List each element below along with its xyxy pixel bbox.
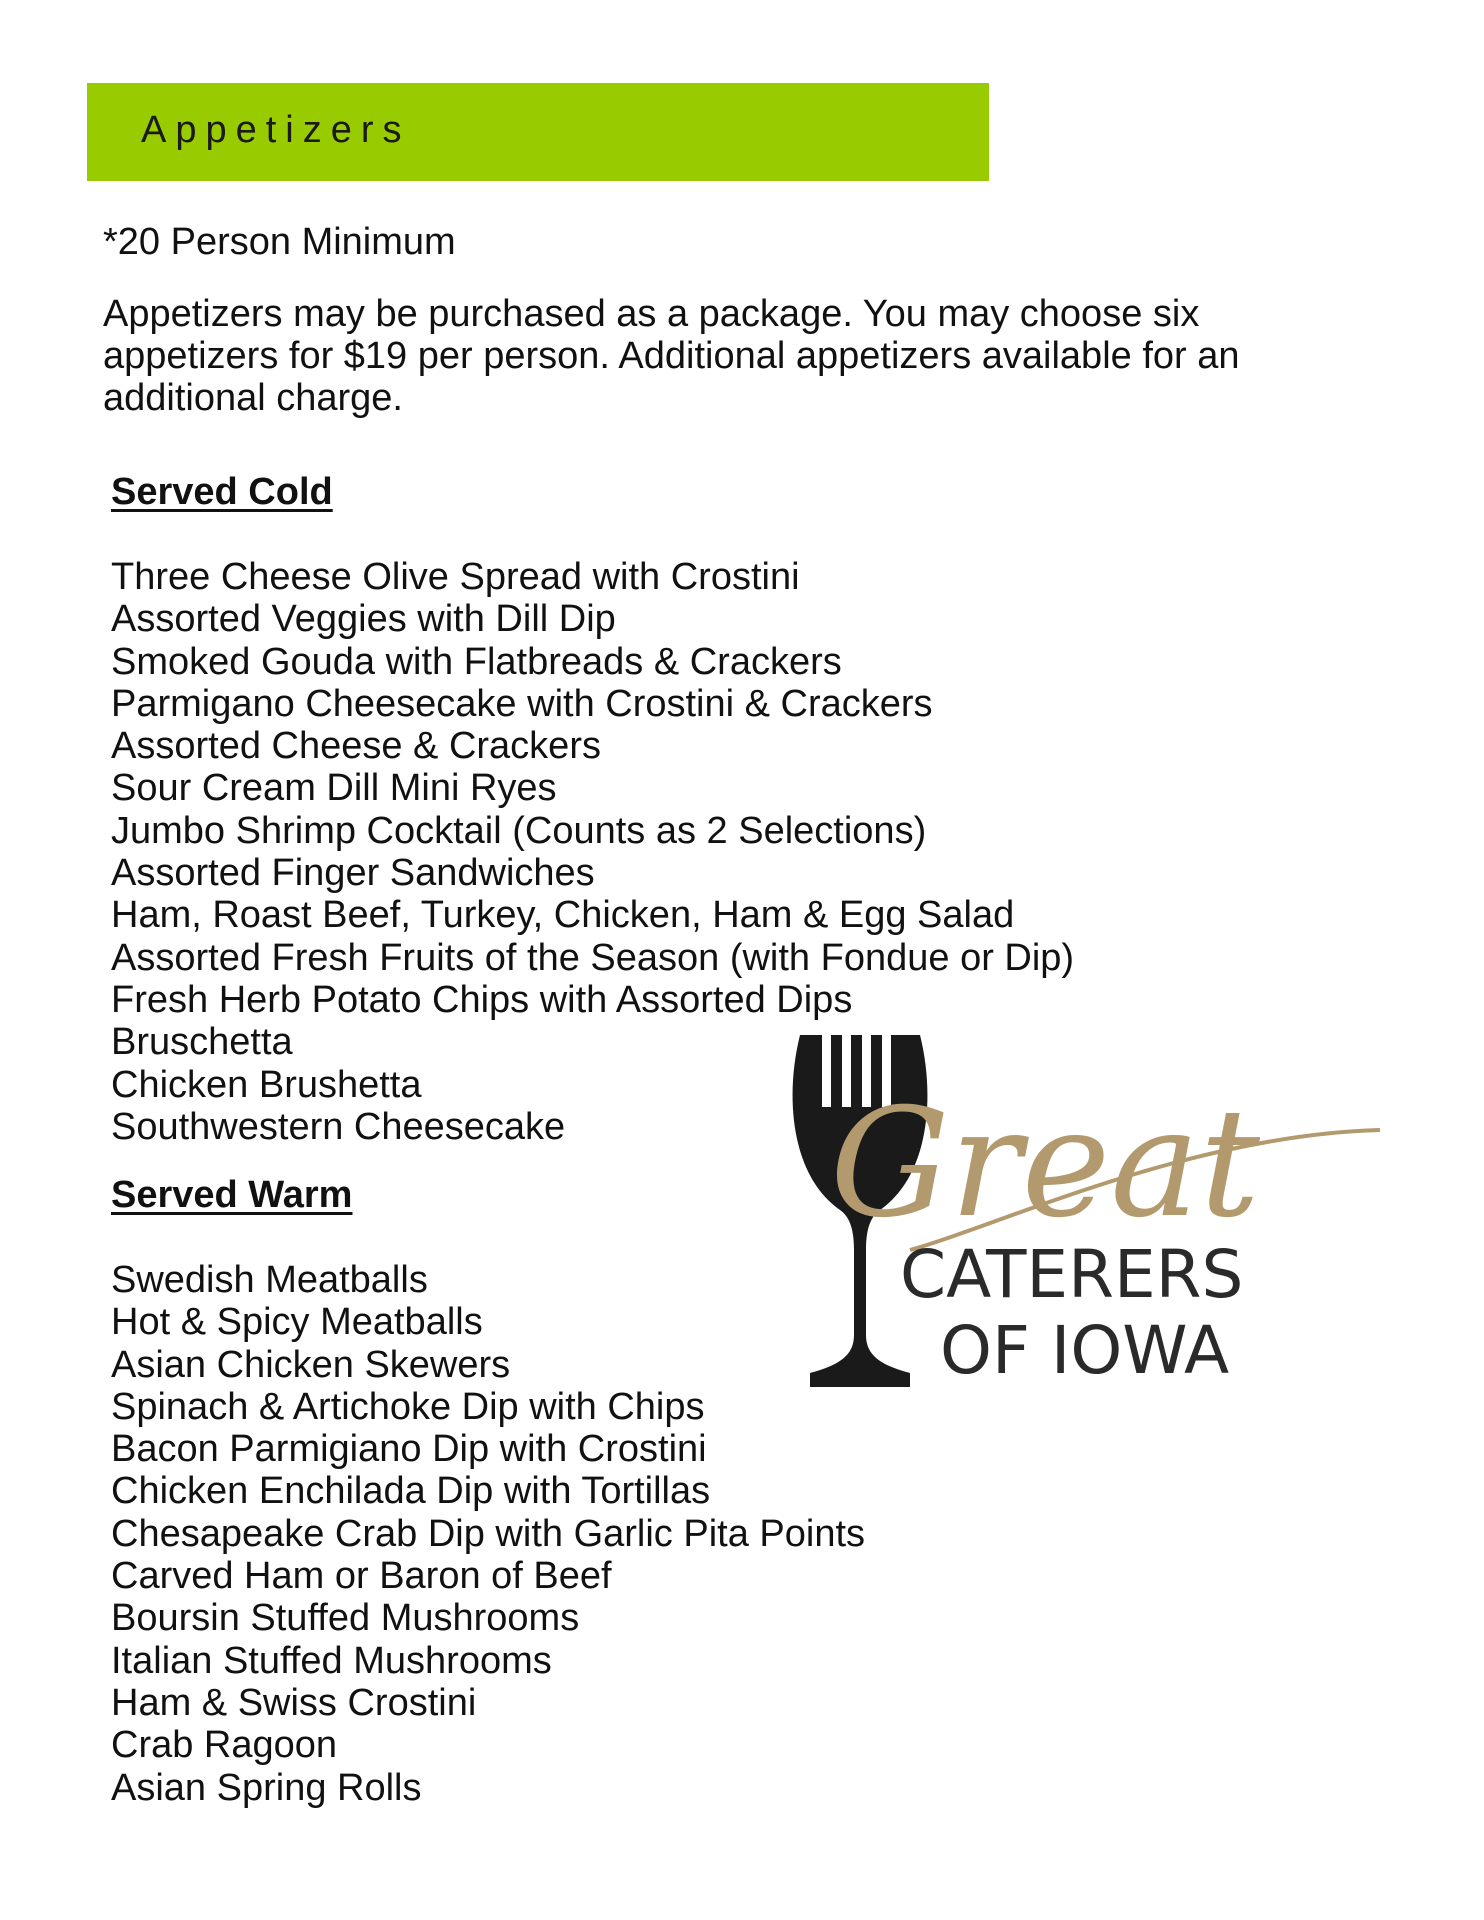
warm-item: Carved Ham or Baron of Beef	[111, 1555, 612, 1598]
warm-item: Bacon Parmigiano Dip with Crostini	[111, 1428, 707, 1471]
warm-item: Spinach & Artichoke Dip with Chips	[111, 1385, 705, 1428]
cold-item: Assorted Fresh Fruits of the Season (with Fondue or Dip)	[111, 936, 1075, 979]
cold-item: Assorted Veggies with Dill Dip	[111, 598, 616, 641]
cold-item: Three Cheese Olive Spread with Crostini	[111, 556, 800, 598]
logo-line2: OF IOWA	[940, 1312, 1230, 1389]
company-logo	[770, 1035, 1395, 1390]
cold-item: Bruschetta	[111, 1021, 293, 1064]
warm-item: Crab Ragoon	[111, 1724, 338, 1767]
cold-item: Sour Cream Dill Mini Ryes	[111, 767, 557, 810]
warm-item: Asian Chicken Skewers	[111, 1343, 511, 1386]
cold-item: Parmigano Cheesecake with Crostini & Crackers	[111, 682, 933, 725]
cold-item: Chicken Brushetta	[111, 1063, 422, 1106]
cold-item: Smoked Gouda with Flatbreads & Crackers	[111, 640, 842, 683]
cold-item: Southwestern Cheesecake	[111, 1105, 566, 1148]
warm-item: Chesapeake Crab Dip with Garlic Pita Points	[111, 1512, 866, 1555]
warm-item: Asian Spring Rolls	[111, 1766, 422, 1809]
warm-item: Swedish Meatballs	[111, 1259, 428, 1301]
warm-item: Chicken Enchilada Dip with Tortillas	[111, 1470, 711, 1513]
warm-item: Boursin Stuffed Mushrooms	[111, 1597, 580, 1640]
page-title: Appetizers	[141, 109, 411, 151]
cold-item: Fresh Herb Potato Chips with Assorted Dips	[111, 978, 853, 1021]
cold-item: Ham, Roast Beef, Turkey, Chicken, Ham & Egg Salad	[111, 894, 1015, 937]
warm-item: Hot & Spicy Meatballs	[111, 1301, 483, 1344]
minimum-note: *20 Person Minimum	[103, 221, 456, 263]
served-warm-list	[111, 1259, 865, 1809]
header-banner	[87, 83, 989, 181]
logo-script-text: Great	[830, 1077, 1261, 1251]
intro-text: Appetizers may be purchased as a package. You may choose six appetizers for $19 per person. Additional appetizers available for an additional charge.	[103, 293, 1240, 419]
warm-item: Italian Stuffed Mushrooms	[111, 1639, 552, 1682]
cold-item: Jumbo Shrimp Cocktail (Counts as 2 Selections)	[111, 809, 927, 852]
served-cold-heading: Served Cold	[111, 471, 333, 513]
logo-line1: CATERERS	[900, 1236, 1244, 1313]
cold-item: Assorted Cheese & Crackers	[111, 725, 601, 768]
warm-item: Ham & Swiss Crostini	[111, 1681, 477, 1724]
cold-item: Assorted Finger Sandwiches	[111, 852, 595, 895]
served-warm-heading: Served Warm	[111, 1174, 353, 1216]
